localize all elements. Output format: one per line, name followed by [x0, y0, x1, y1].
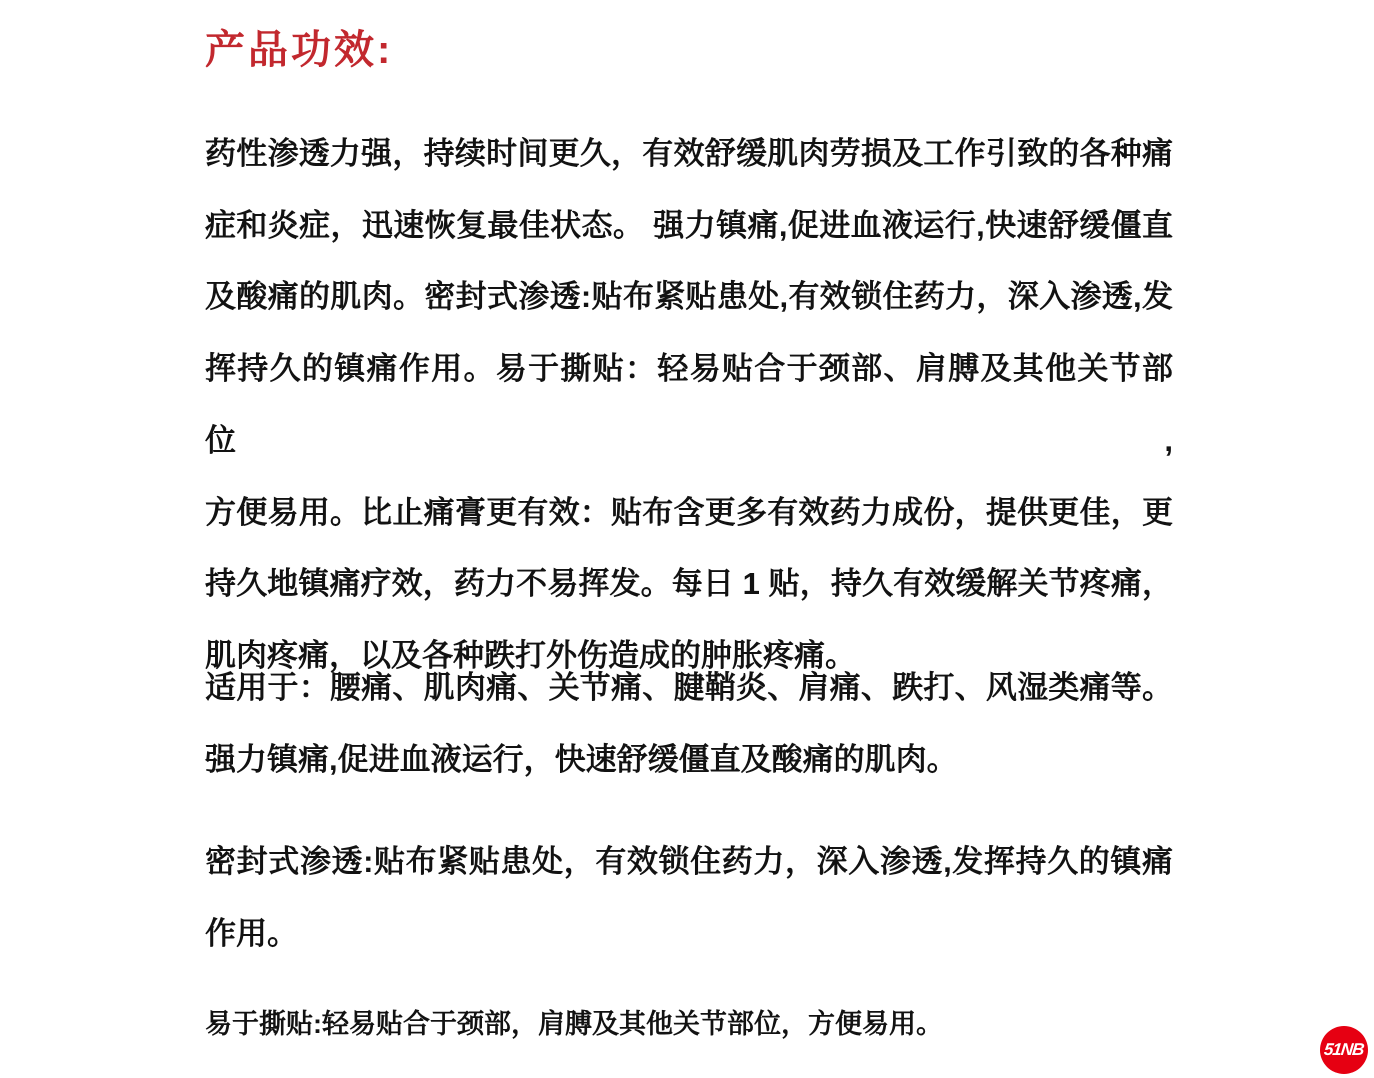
51nb-logo-badge [1320, 1026, 1368, 1074]
text-line: 挥持久的镇痛作用。易于撕贴：轻易贴合于颈部、肩膊及其他关节部位, [205, 351, 1173, 458]
text-line: 强力镇痛,促进血液运行，快速舒缓僵直及酸痛的肌肉。 [205, 741, 958, 777]
text-line: 作用。 [205, 915, 298, 951]
paragraph-applicable-conditions [205, 652, 1173, 795]
page-title: 产品功效: [205, 28, 394, 72]
paragraph-sealed-penetration [205, 826, 1173, 969]
text-line: 药性渗透力强，持续时间更久，有效舒缓肌肉劳损及工作引致的各种痛 [205, 136, 1173, 171]
text-line: 易于撕贴:轻易贴合于颈部，肩膊及其他关节部位，方便易用。 [205, 1009, 943, 1039]
text-line: 方便易用。比止痛膏更有效：贴布含更多有效药力成份，提供更佳，更 [205, 494, 1173, 530]
paragraph-easy-peel [205, 998, 1173, 1050]
text-line: 症和炎症，迅速恢复最佳状态。 强力镇痛,促进血液运行,快速舒缓僵直 [205, 207, 1173, 243]
51nb-logo-text: 51NB [1323, 1040, 1365, 1059]
text-line: 及酸痛的肌肉。密封式渗透:贴布紧贴患处,有效锁住药力，深入渗透,发 [205, 279, 1173, 315]
text-line: 适用于：腰痛、肌肉痛、关节痛、腱鞘炎、肩痛、跌打、风湿类痛等。 [205, 670, 1173, 705]
paragraph-main-description [205, 118, 1173, 692]
text-line: 持久地镇痛疗效，药力不易挥发。每日 1 贴，持久有效缓解关节疼痛， [205, 566, 1173, 602]
text-line: 密封式渗透:贴布紧贴患处，有效锁住药力，深入渗透,发挥持久的镇痛 [205, 844, 1173, 879]
text-line: 肌肉疼痛，以及各种跌打外伤造成的肿胀疼痛。 [205, 637, 856, 673]
